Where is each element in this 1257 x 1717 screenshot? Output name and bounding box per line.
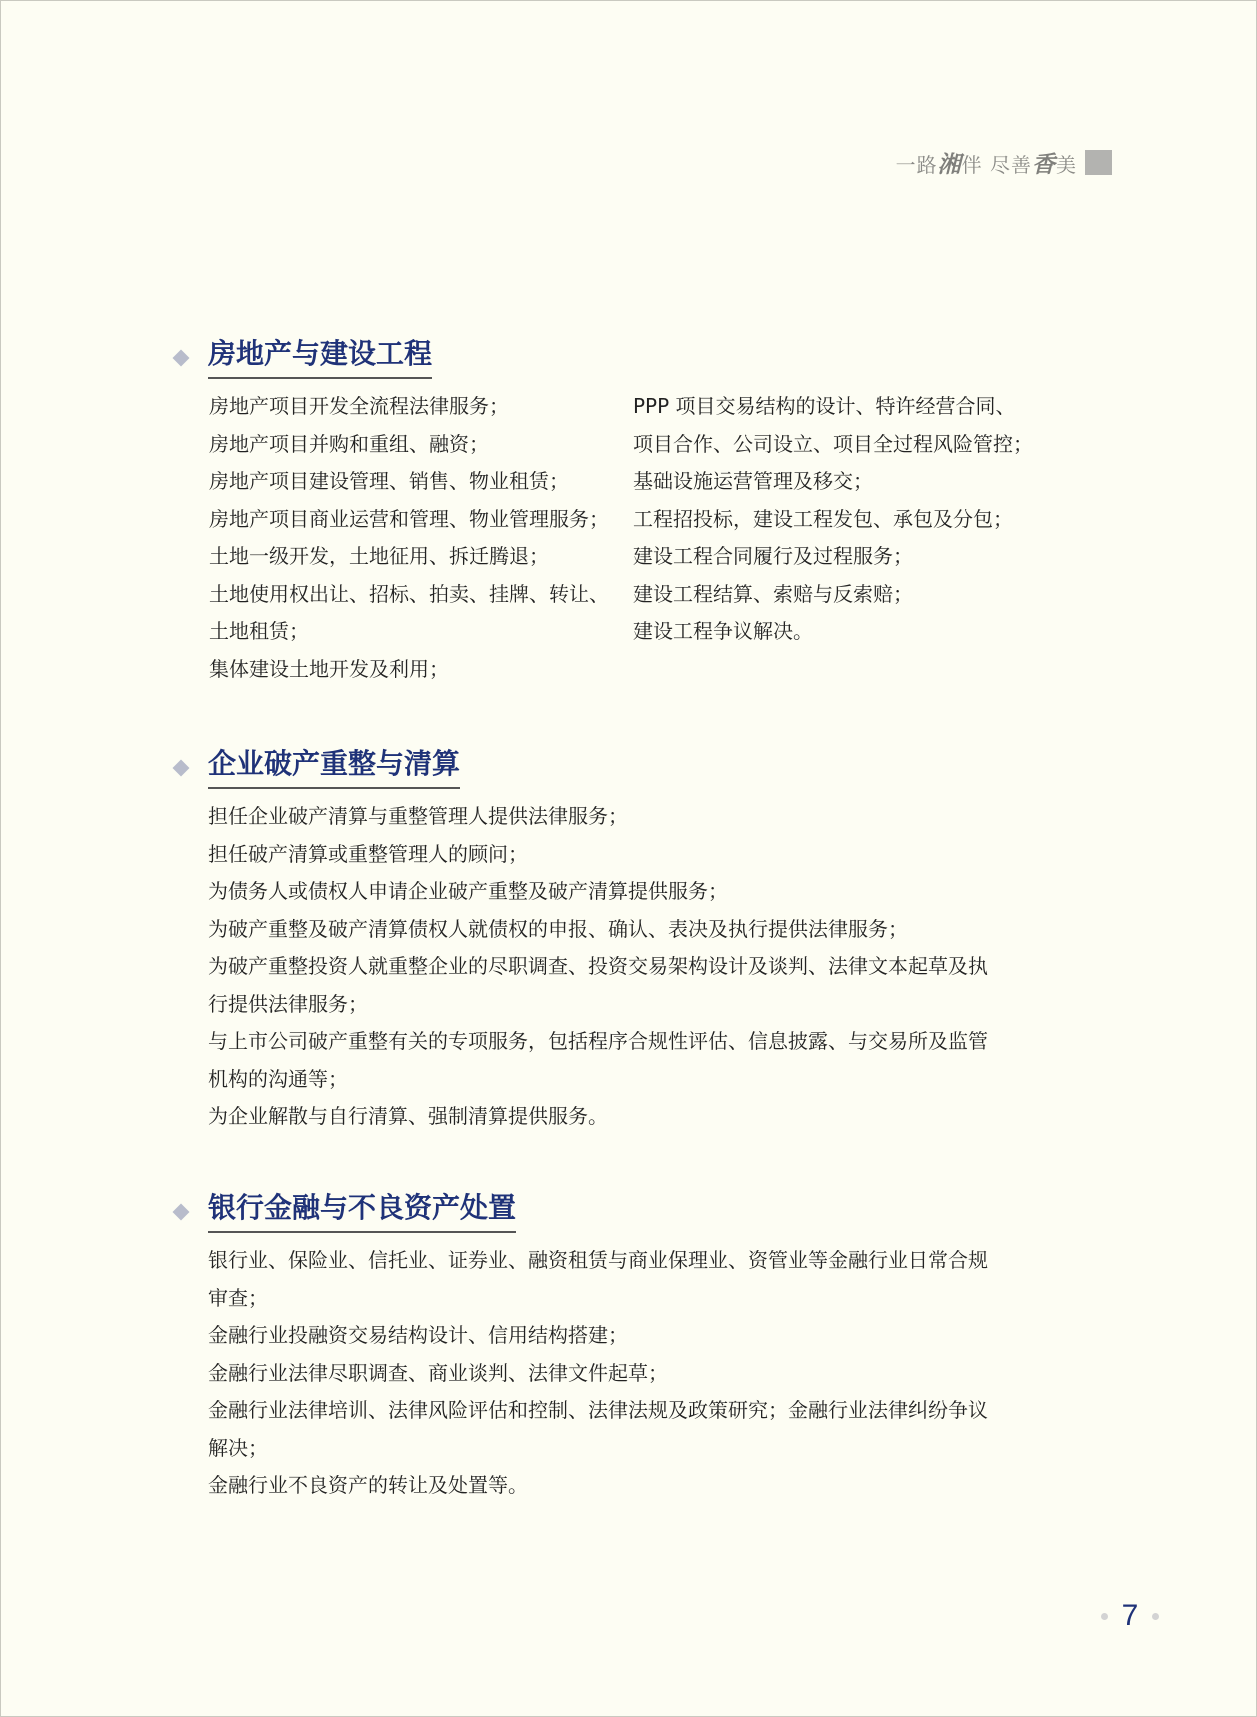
diamond-bullet-icon [173, 350, 190, 367]
list-item: 金融行业不良资产的转让及处置等。 [208, 1473, 528, 1497]
list-item: 机构的沟通等； [208, 1066, 348, 1091]
list-item: 土地一级开发，土地征用、拆迁腾退； [209, 544, 549, 568]
list-item: 房地产项目商业运营和管理、物业管理服务； [209, 506, 609, 531]
section-title: 银行金融与不良资产处置 [208, 1190, 516, 1233]
slogan-part-1: 一路 [895, 153, 938, 177]
list-item: 行提供法律服务； [208, 991, 368, 1016]
list-item: 为债务人或债权人申请企业破产重整及破产清算提供服务； [208, 879, 728, 903]
list-item: 为破产重整投资人就重整企业的尽职调查、投资交易架构设计及谈判、法律文本起草及执 [208, 954, 988, 978]
diamond-bullet-icon [173, 760, 190, 777]
list-item: 担任企业破产清算与重整管理人提供法律服务； [208, 804, 628, 828]
page-number: 7 [1121, 1599, 1139, 1632]
dot-right-icon [1152, 1613, 1159, 1620]
list-item: 金融行业投融资交易结构设计、信用结构搭建； [208, 1323, 628, 1347]
list-item: 房地产项目并购和重组、融资； [209, 431, 489, 456]
list-item: 审查； [208, 1285, 268, 1310]
list-item: 银行业、保险业、信托业、证券业、融资租赁与商业保理业、资管业等金融行业日常合规 [208, 1248, 988, 1272]
list-item: 与上市公司破产重整有关的专项服务，包括程序合规性评估、信息披露、与交易所及监管 [208, 1029, 988, 1053]
header-slogan [896, 146, 1112, 179]
item-list [208, 798, 1038, 1136]
list-item: 工程招投标，建设工程发包、承包及分包； [633, 506, 1013, 531]
slogan-text [896, 146, 1077, 179]
section-banking-finance [170, 1190, 1050, 1505]
slogan-accent-2: 香 [1032, 151, 1056, 178]
list-item: 担任破产清算或重整管理人的顾问； [208, 841, 528, 866]
dot-left-icon [1101, 1613, 1108, 1620]
list-item: 项目合作、公司设立、项目全过程风险管控； [633, 431, 1033, 456]
section-real-estate [170, 336, 1050, 681]
list-item: 集体建设土地开发及利用； [209, 656, 449, 681]
slogan-part-3: 美 [1056, 153, 1077, 177]
list-item: 为破产重整及破产清算债权人就债权的申报、确认、表决及执行提供法律服务； [208, 916, 908, 941]
item-list [208, 1242, 1038, 1505]
slogan-part-2: 伴 尽善 [961, 153, 1032, 177]
list-item: PPP 项目交易结构的设计、特许经营合同、 [633, 394, 1016, 418]
list-item: 土地使用权出让、招标、拍卖、挂牌、转让、 [209, 581, 609, 606]
right-column-list [633, 388, 1043, 651]
page-footer [1090, 1596, 1170, 1636]
list-item: 建设工程争议解决。 [633, 619, 813, 643]
section-head [170, 336, 1050, 384]
section-title: 房地产与建设工程 [208, 336, 432, 379]
section-head [170, 1190, 1050, 1238]
section-title: 企业破产重整与清算 [208, 746, 460, 789]
list-item: 建设工程合同履行及过程服务； [633, 544, 913, 568]
diamond-bullet-icon [173, 1204, 190, 1221]
left-column-list [209, 388, 619, 688]
list-item: 解决； [208, 1435, 268, 1460]
list-item: 基础设施运营管理及移交； [633, 469, 873, 493]
list-item: 房地产项目开发全流程法律服务； [209, 394, 509, 418]
list-item: 建设工程结算、索赔与反索赔； [633, 581, 913, 606]
list-item: 金融行业法律尽职调查、商业谈判、法律文件起草； [208, 1360, 668, 1385]
list-item: 为企业解散与自行清算、强制清算提供服务。 [208, 1104, 608, 1128]
list-item: 金融行业法律培训、法律风险评估和控制、法律法规及政策研究；金融行业法律纠纷争议 [208, 1398, 988, 1422]
list-item: 土地租赁； [209, 619, 309, 643]
section-bankruptcy [170, 746, 1050, 1136]
section-head [170, 746, 1050, 794]
slogan-accent-1: 湘 [937, 151, 962, 178]
slogan-decor-block [1085, 150, 1112, 175]
list-item: 房地产项目建设管理、销售、物业租赁； [209, 469, 569, 493]
